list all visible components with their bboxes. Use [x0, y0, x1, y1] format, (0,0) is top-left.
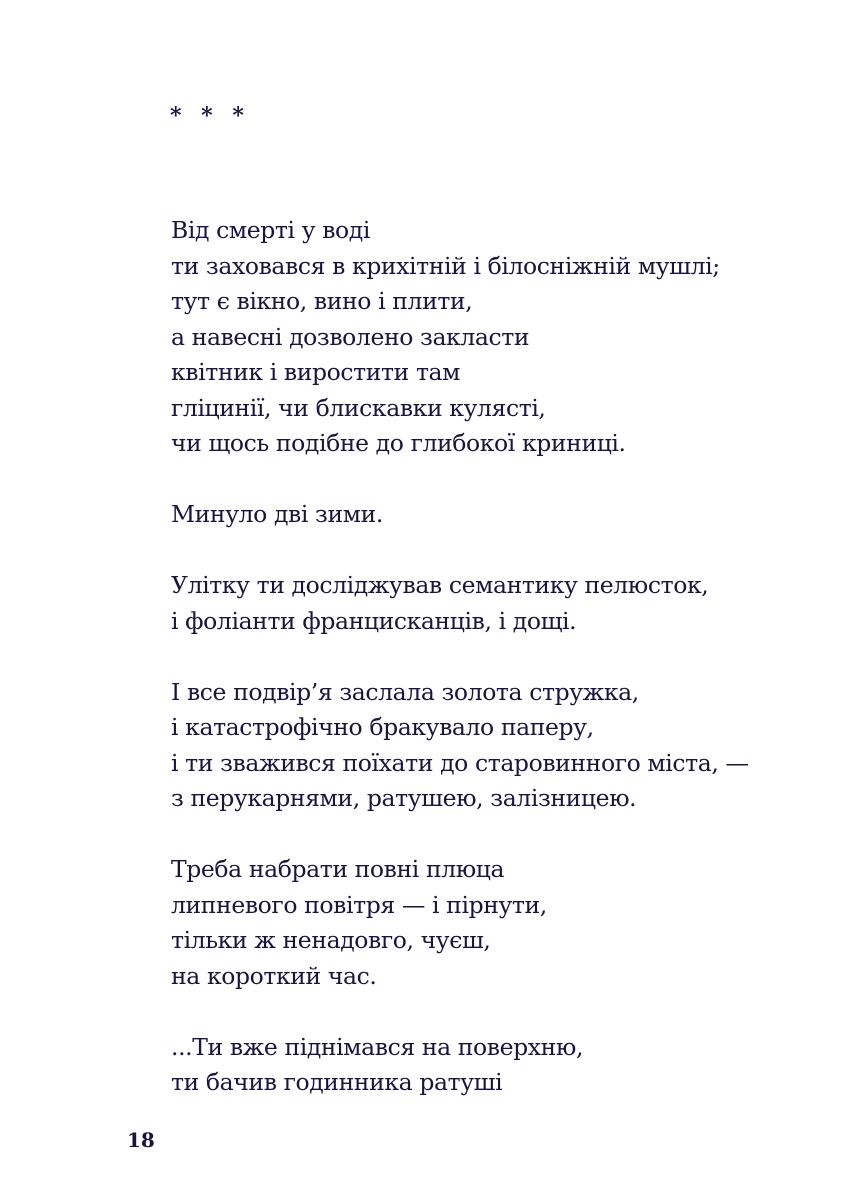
- poem-line: на короткий час.: [171, 961, 377, 990]
- section-ornament: * * *: [170, 103, 250, 129]
- poem-line: Минуло дві зими.: [171, 500, 383, 528]
- poem-line: чи щось подібне до глибокої криниці.: [171, 429, 626, 457]
- poem-line: квітник і виростити там: [171, 358, 461, 386]
- poem-line: а навесні дозволено закласти: [171, 322, 530, 351]
- page-number: 18: [127, 1128, 155, 1152]
- poem-line: тільки ж ненадовго, чуєш,: [171, 926, 491, 954]
- poem-line: І все подвір’я заслала золота стружка,: [171, 677, 639, 706]
- poem-line: Треба набрати повні плюца: [171, 855, 505, 883]
- stanza: [171, 568, 811, 639]
- stanza: [171, 675, 811, 817]
- poem-line: з перукарнями, ратушею, залізницею.: [171, 784, 637, 812]
- poem-line: ти заховався в крихітній і білосніжній мушлі;: [171, 251, 720, 280]
- poem-line: тут є вікно, вино і плити,: [171, 287, 473, 315]
- stanza: [171, 213, 811, 462]
- stanza: [171, 852, 811, 994]
- stanza: [171, 497, 811, 533]
- poem-line: ...Ти вже піднімався на поверхню,: [171, 1032, 584, 1061]
- poem-line: Від смерті у воді: [171, 216, 370, 244]
- poem-line: ти бачив годинника ратуші: [171, 1068, 503, 1096]
- poem-body: [171, 213, 811, 1136]
- poem-line: гліцинії, чи блискавки кулясті,: [171, 393, 546, 422]
- poem-line: липневого повітря — і пірнути,: [171, 890, 547, 919]
- stanza: [171, 1030, 811, 1101]
- poem-line: і фоліанти францисканців, і дощі.: [171, 606, 577, 635]
- poem-line: і ти зважився поїхати до старовинного міста, —: [171, 748, 749, 777]
- poem-line: Улітку ти досліджував семантику пелюсток,: [171, 571, 709, 599]
- poem-line: і катастрофічно бракувало паперу,: [171, 713, 594, 741]
